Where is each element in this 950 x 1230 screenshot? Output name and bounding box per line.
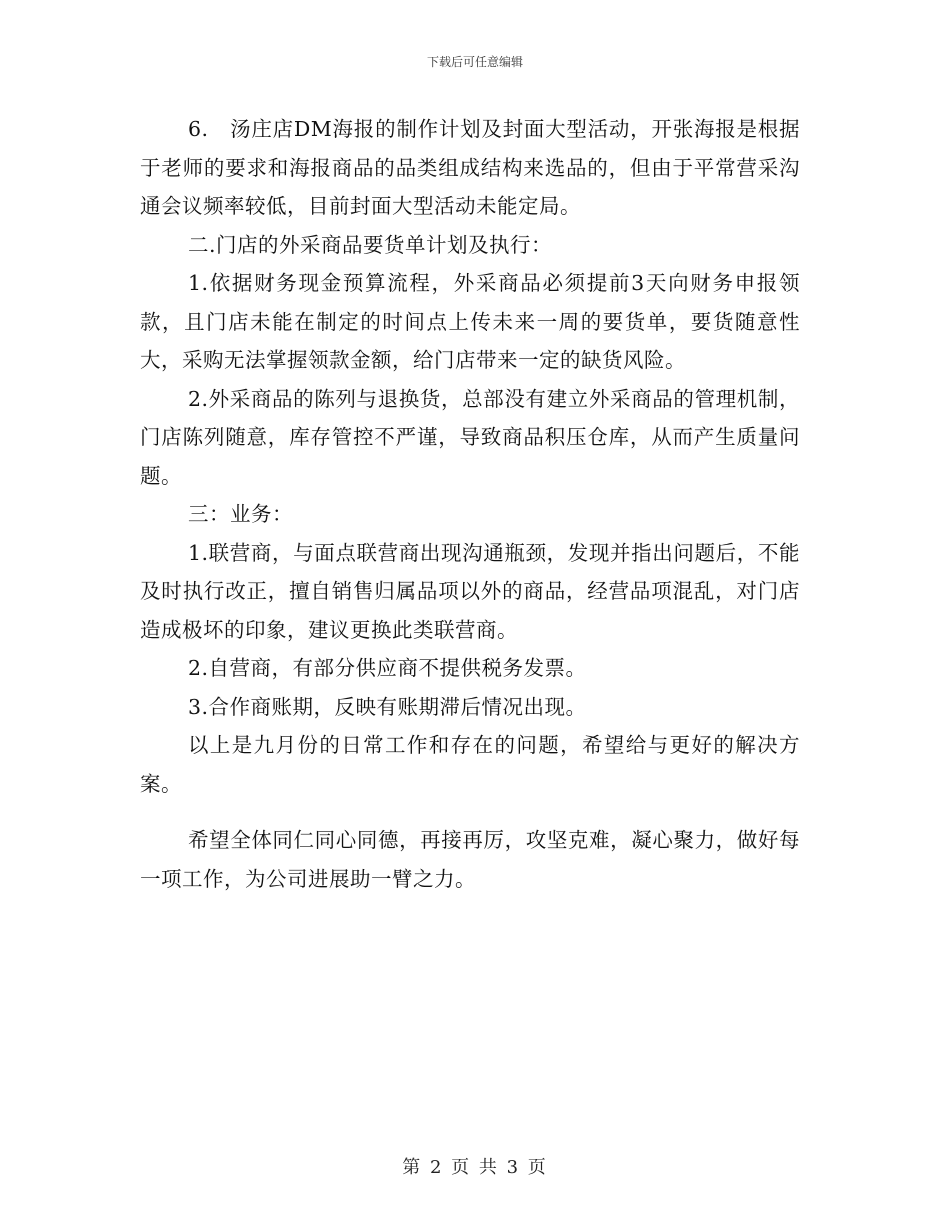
paragraph-closing: 希望全体同仁同心同德，再接再厉，攻坚克难，凝心聚力，做好每一项工作，为公司进展助一臂之力。	[140, 828, 800, 891]
page-header-note: 下载后可任意编辑	[426, 55, 523, 69]
paragraph-summary: 以上是九月份的日常工作和存在的问题，希望给与更好的解决方案。	[140, 733, 800, 796]
paragraph-partner-terms: 3.合作商账期，反映有账期滞后情况出现。	[188, 694, 587, 719]
document-body	[140, 110, 800, 898]
paragraph-dm-poster: 6. 汤庄店DM海报的制作计划及封面大型活动，开张海报是根据于老师的要求和海报商品的品类组成结构来选品的，但由于平常营采沟通会议频率较低，目前封面大型活动未能定局。	[140, 117, 800, 218]
paragraph-joint-vendors: 1.联营商，与面点联营商出现沟通瓶颈，发现并指出问题后，不能及时执行改正，擅自销售归属品项以外的商品，经营品项混乱，对门店造成极坏的印象，建议更换此类联营商。	[140, 540, 800, 642]
page-number: 第 2 页 共 3 页	[402, 1157, 548, 1178]
section-heading-business: 三：业务：	[188, 502, 293, 526]
paragraph-self-operated: 2.自营商，有部分供应商不提供税务发票。	[188, 656, 587, 680]
section-heading-procurement: 二.门店的外采商品要货单计划及执行：	[188, 232, 553, 257]
paragraph-display-returns: 2.外采商品的陈列与退换货，总部没有建立外采商品的管理机制，门店陈列随意，库存管控不严谨，导致商品积压仓库，从而产生质量问题。	[140, 386, 800, 488]
paragraph-gap	[140, 803, 800, 821]
paragraph-budget-process: 1.依据财务现金预算流程，外采商品必须提前3天向财务申报领款，且门店未能在制定的时间点上传未来一周的要货单，要货随意性大，采购无法掌握领款金额，给门店带来一定的缺货风险。	[140, 271, 800, 372]
